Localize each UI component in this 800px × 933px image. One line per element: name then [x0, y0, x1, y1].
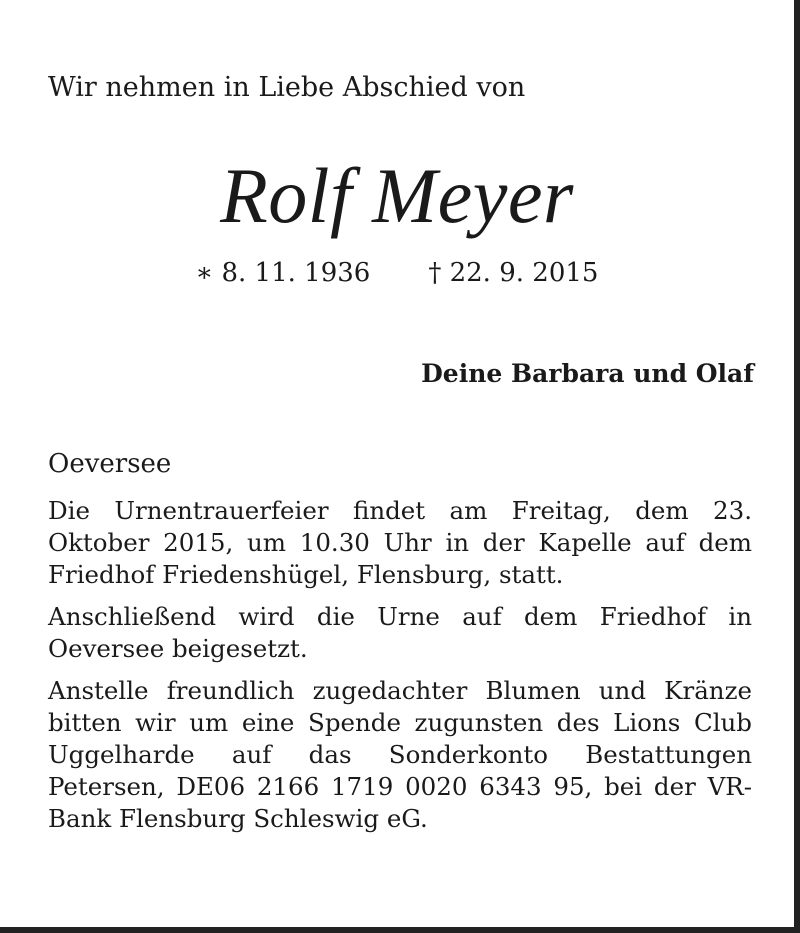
signature: Deine Barbara und Olaf	[421, 359, 754, 388]
notice-body	[48, 495, 752, 845]
donation-paragraph: Anstelle freundlich zugedachter Blumen und Kränze bitten wir um eine Spende zugunsten des Lions Club Uggelharde auf das Sonderkonto Bestattungen Petersen, DE06 2166 1719 0020 6343 95, bei der VR-Bank Flensburg Schleswig eG.	[48, 676, 752, 833]
burial-paragraph: Anschließend wird die Urne auf dem Friedhof in Oeversee beigesetzt.	[48, 602, 752, 663]
life-dates	[0, 255, 794, 291]
place-name: Oeversee	[48, 449, 172, 479]
deceased-name: Rolf Meyer	[220, 152, 574, 239]
death-date: † 22. 9. 2015	[428, 258, 599, 288]
birth-date: ∗ 8. 11. 1936	[195, 258, 371, 288]
ceremony-paragraph: Die Urnentrauerfeier findet am Freitag, dem 23. Oktober 2015, um 10.30 Uhr in der Kapelle auf dem Friedhof Friedenshügel, Flensburg, statt.	[48, 496, 752, 589]
intro-line: Wir nehmen in Liebe Abschied von	[48, 72, 526, 103]
